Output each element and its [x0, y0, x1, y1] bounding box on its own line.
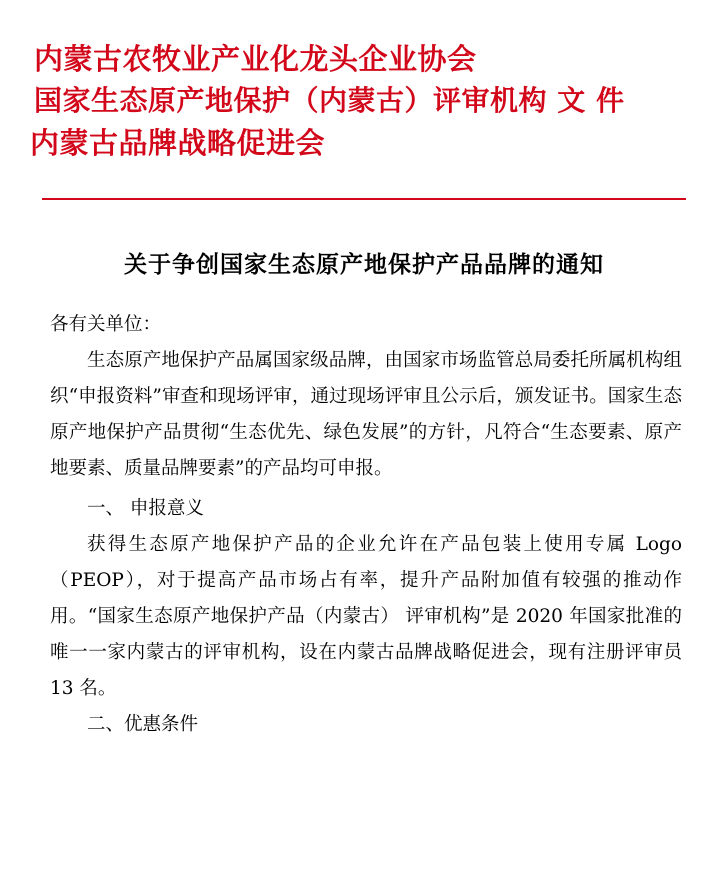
letterhead: [0, 0, 728, 164]
letterhead-divider: [42, 198, 686, 200]
intro-paragraph: 生态原产地保护产品属国家级品牌，由国家市场监管总局委托所属机构组织“申报资料”审查和现场评审，通过现场评审且公示后，颁发证书。国家生态原产地保护产品贯彻“生态优先、绿色发展”的方针，凡符合“生态要素、原产地要素、质量品牌要素”的产品均可申报。: [50, 350, 682, 479]
section-body-1: 获得生态原产地保护产品的企业允许在产品包装上使用专属 Logo（PEOP），对于提高产品市场占有率，提升产品附加值有较强的推动作用。“国家生态原产地保护产品（内蒙古） 评审机构”是 2020 年国家批准的唯一一家内蒙古的评审机构，设在内蒙古品牌战略促进会，现有注册评审员 13 名。: [50, 534, 682, 699]
letterhead-line-3: 内蒙古品牌战略促进会: [30, 126, 326, 160]
section-heading-2: 二、优惠条件: [87, 714, 199, 735]
letterhead-line-1: 内蒙古农牧业产业化龙头企业协会: [34, 42, 477, 76]
salutation: 各有关单位：: [50, 314, 162, 335]
document-body: [50, 307, 682, 743]
letterhead-line-2: 国家生态原产地保护（内蒙古）评审机构 文 件: [34, 84, 625, 117]
section-heading-1: 一、 申报意义: [87, 498, 204, 519]
document-title: 关于争创国家生态原产地保护产品品牌的通知: [124, 251, 604, 278]
